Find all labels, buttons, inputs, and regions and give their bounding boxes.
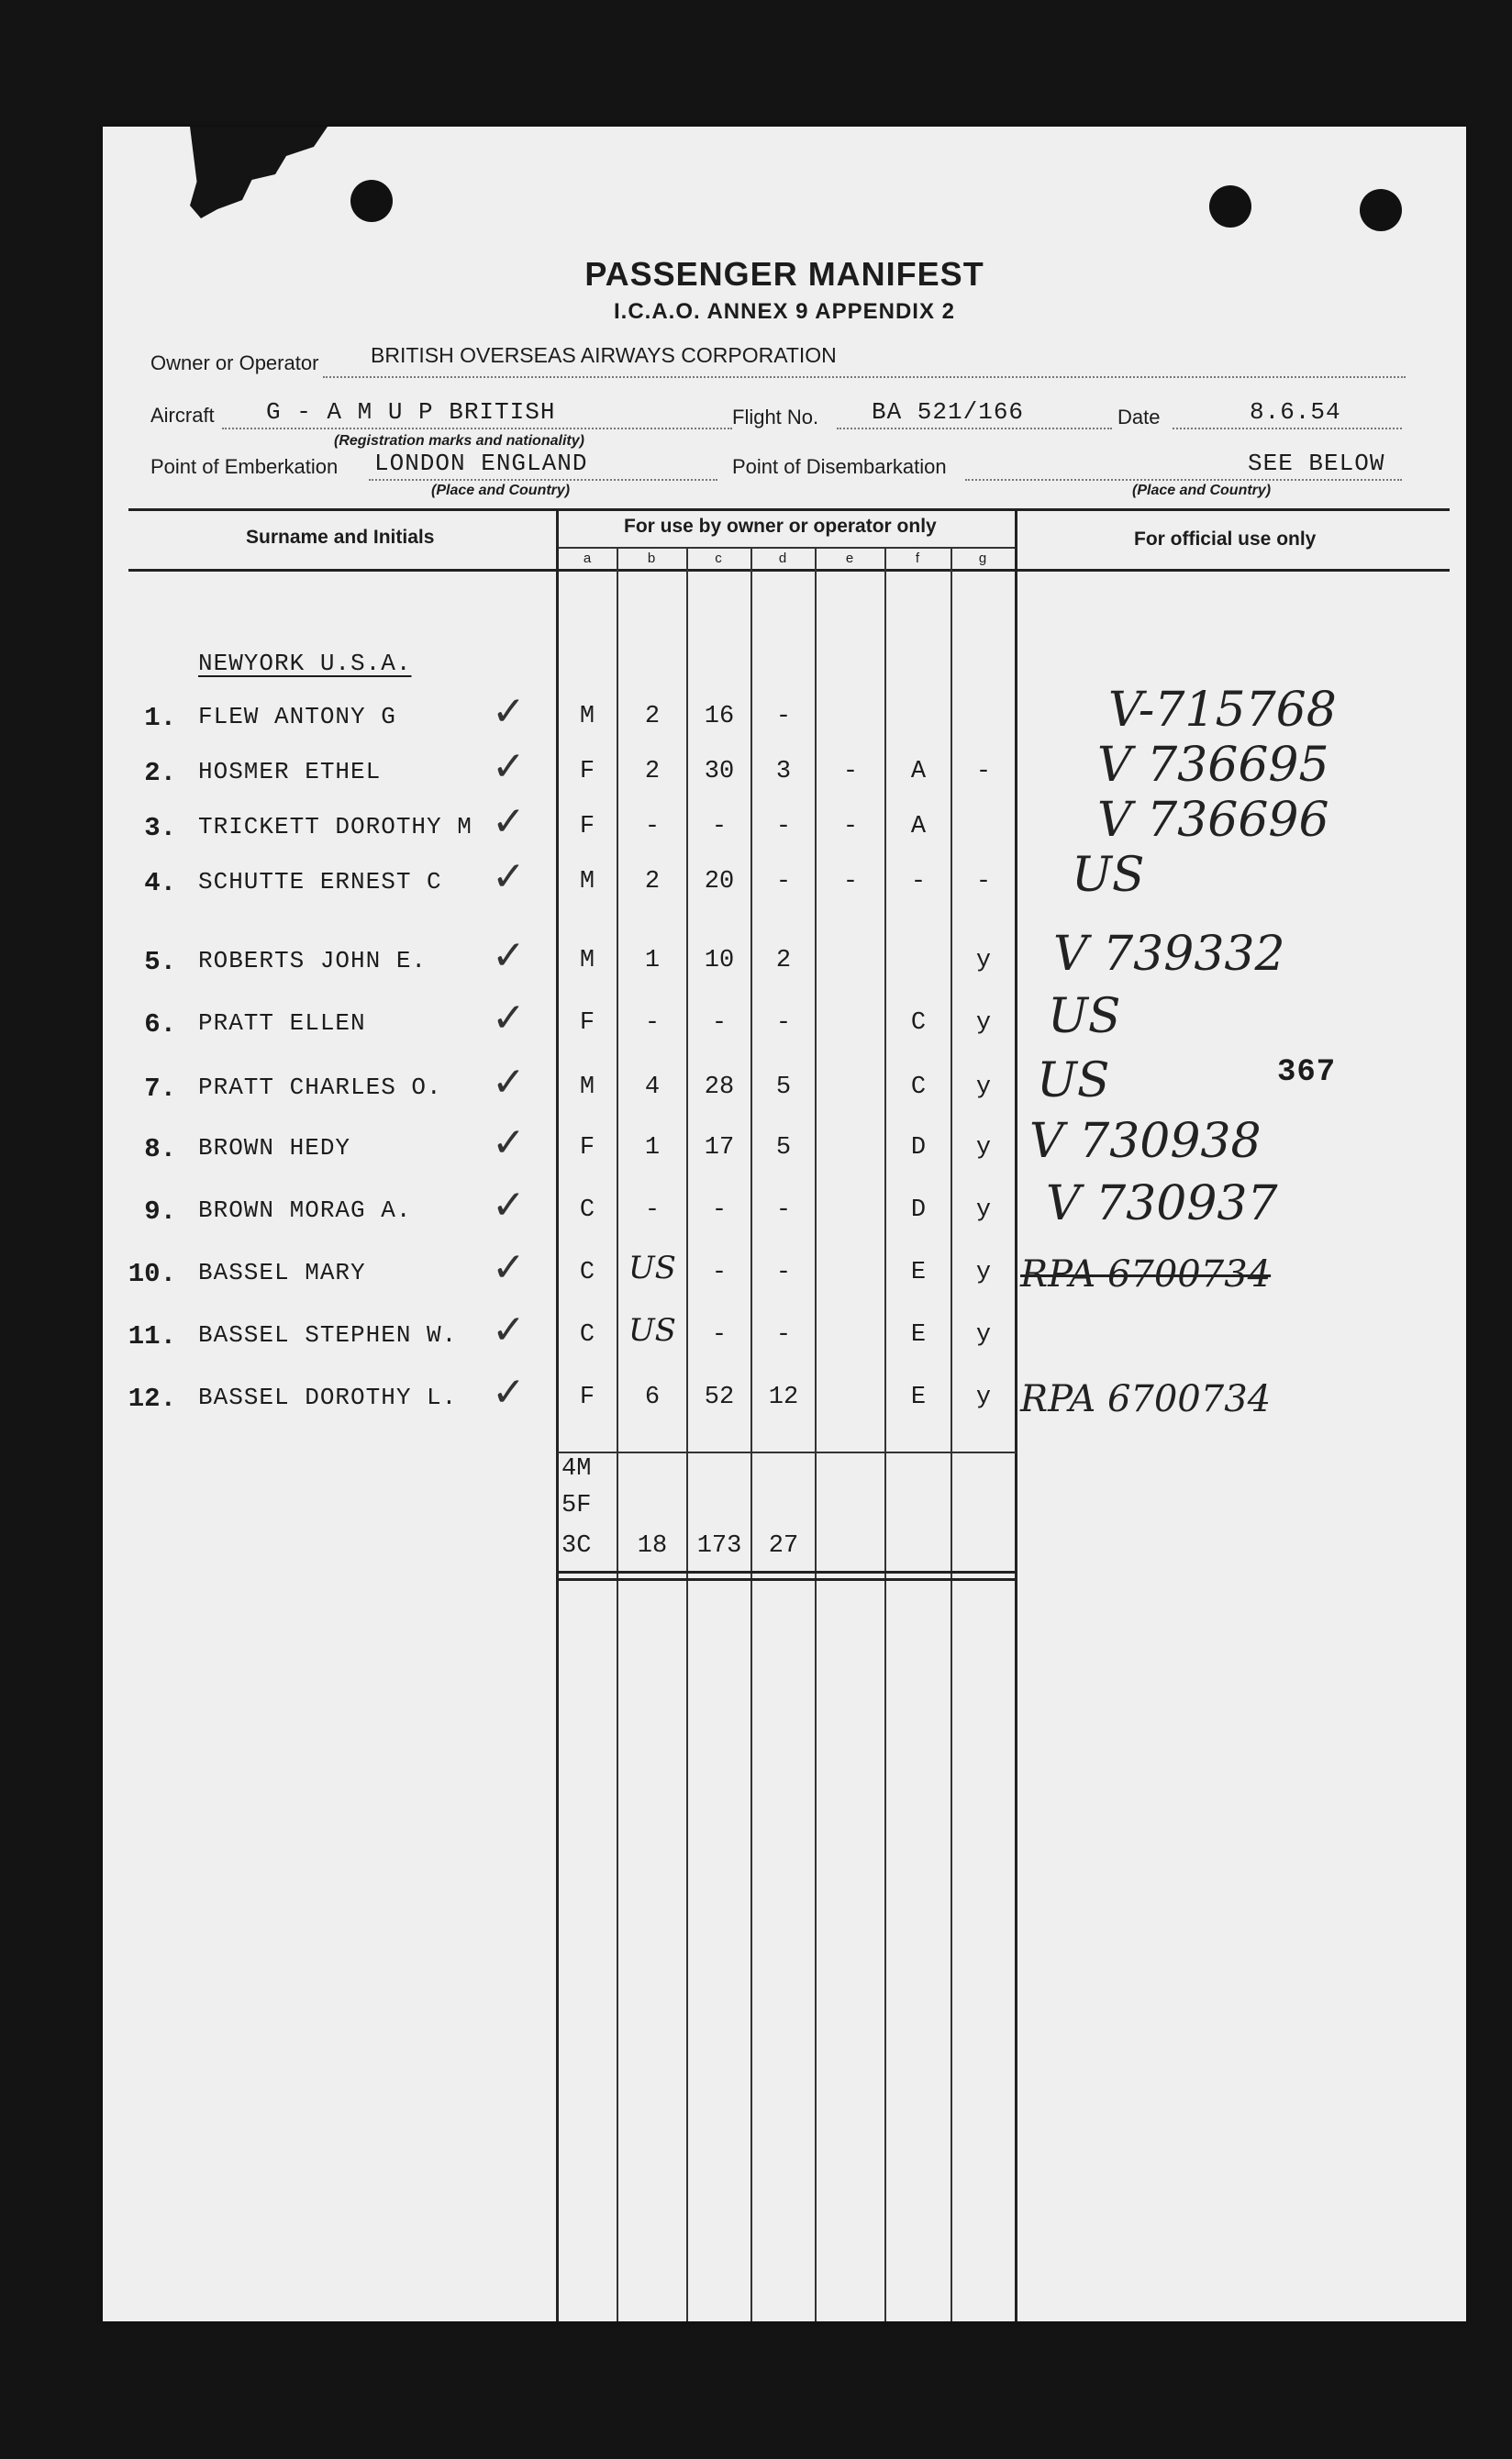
- cell-f: -: [910, 868, 927, 896]
- cell-f: E: [910, 1384, 927, 1411]
- cell-g: y: [975, 947, 992, 974]
- table-row: [103, 1244, 1466, 1314]
- check-mark-icon: ✓: [492, 1182, 526, 1229]
- cell-a: M: [579, 1074, 595, 1101]
- passenger-name: BASSEL MARY: [198, 1259, 366, 1286]
- total-b: 18: [637, 1532, 668, 1560]
- total-males: 4M: [561, 1455, 592, 1483]
- cell-d: -: [775, 1259, 792, 1286]
- official-entry: V-715768: [1108, 683, 1337, 738]
- official-entry: RPA 6700734: [1020, 1253, 1272, 1296]
- date-value: 8.6.54: [1250, 398, 1341, 426]
- cell-c: -: [711, 1009, 728, 1037]
- table-row: [103, 1307, 1466, 1376]
- cell-a: F: [579, 1134, 595, 1162]
- embark-value: LONDON ENGLAND: [374, 450, 588, 477]
- page-subtitle: I.C.A.O. ANNEX 9 APPENDIX 2: [614, 299, 955, 324]
- embark-label: Point of Emberkation: [150, 455, 339, 478]
- aircraft-label: Aircraft: [150, 404, 215, 427]
- check-mark-icon: ✓: [492, 1244, 526, 1291]
- row-number: 10.: [128, 1259, 176, 1289]
- cell-d: -: [775, 1196, 792, 1224]
- date-label: Date: [1117, 406, 1161, 428]
- official-entry: V 739332: [1053, 927, 1285, 982]
- passenger-name: FLEW ANTONY G: [198, 703, 396, 730]
- cell-b: 1: [644, 1134, 661, 1162]
- total-females: 5F: [561, 1492, 592, 1519]
- cell-a: F: [579, 813, 595, 840]
- totals-rule: [558, 1578, 1017, 1581]
- cell-a: F: [579, 758, 595, 785]
- cell-a: F: [579, 1384, 595, 1411]
- cell-f: A: [910, 758, 927, 785]
- cell-g: y: [975, 1196, 992, 1224]
- cell-c: 16: [704, 703, 735, 730]
- cell-g: y: [975, 1321, 992, 1349]
- destination-heading: NEWYORK U.S.A.: [198, 650, 412, 677]
- cell-d: -: [775, 1009, 792, 1037]
- cell-a: M: [579, 703, 595, 730]
- table-row: [103, 989, 1466, 1064]
- disembark-line: [965, 479, 1402, 481]
- cell-b: 4: [644, 1074, 661, 1101]
- check-mark-icon: ✓: [492, 1119, 526, 1166]
- table-row: [103, 793, 1466, 868]
- cell-a: C: [579, 1259, 595, 1286]
- subcol-g: g: [978, 551, 987, 566]
- cell-a: M: [579, 947, 595, 974]
- passenger-name: BASSEL STEPHEN W.: [198, 1321, 458, 1349]
- cell-e: -: [842, 868, 859, 896]
- check-mark-icon: ✓: [492, 798, 526, 845]
- official-entry: US: [1072, 848, 1145, 903]
- aircraft-value: G - A M U P BRITISH: [266, 398, 556, 426]
- cell-d: 5: [775, 1074, 792, 1101]
- cell-c: 20: [704, 868, 735, 896]
- total-children: 3C: [561, 1532, 592, 1560]
- row-number: 3.: [144, 813, 176, 843]
- row-number: 9.: [144, 1196, 176, 1227]
- cell-g: y: [975, 1134, 992, 1162]
- check-mark-icon: ✓: [492, 1307, 526, 1353]
- punch-hole: [1360, 189, 1402, 231]
- cell-d: 2: [775, 947, 792, 974]
- cell-g: y: [975, 1259, 992, 1286]
- cell-f: D: [910, 1196, 927, 1224]
- row-number: 7.: [144, 1074, 176, 1104]
- row-number: 11.: [128, 1321, 176, 1352]
- embark-note: (Place and Country): [431, 483, 571, 498]
- table-row: [103, 848, 1466, 923]
- manifest-sheet: [103, 127, 1466, 2321]
- cell-d: -: [775, 868, 792, 896]
- cell-c: 28: [704, 1074, 735, 1101]
- cell-f: E: [910, 1259, 927, 1286]
- cell-g: -: [975, 758, 992, 785]
- row-number: 8.: [144, 1134, 176, 1164]
- subcol-a: a: [583, 551, 592, 566]
- disembark-value: SEE BELOW: [1248, 450, 1385, 477]
- subcol-b: b: [647, 551, 656, 566]
- subcol-c: c: [715, 551, 722, 566]
- cell-f: C: [910, 1074, 927, 1101]
- cell-c: -: [711, 1196, 728, 1224]
- check-mark-icon: ✓: [492, 932, 526, 979]
- owner-value: BRITISH OVERSEAS AIRWAYS CORPORATION: [371, 343, 837, 367]
- cell-c: 30: [704, 758, 735, 785]
- flight-label: Flight No.: [732, 406, 819, 428]
- embark-line: [369, 479, 717, 481]
- official-entry: RPA 6700734: [1020, 1378, 1272, 1420]
- table-row: [103, 927, 1466, 1002]
- cell-c: 10: [704, 947, 735, 974]
- row-number: 6.: [144, 1009, 176, 1040]
- cell-d: 3: [775, 758, 792, 785]
- cell-b: -: [644, 1009, 661, 1037]
- cell-f: C: [910, 1009, 927, 1037]
- cell-a: C: [579, 1321, 595, 1349]
- col-owner-header: For use by owner or operator only: [624, 516, 937, 537]
- stamp-number: 367: [1277, 1055, 1337, 1090]
- cell-b: 1: [644, 947, 661, 974]
- cell-d: -: [775, 1321, 792, 1349]
- total-c: 173: [696, 1532, 742, 1560]
- check-mark-icon: ✓: [492, 995, 526, 1041]
- check-mark-icon: ✓: [492, 688, 526, 735]
- passenger-name: BASSEL DOROTHY L.: [198, 1384, 458, 1411]
- cell-b: 2: [644, 758, 661, 785]
- totals-top-rule: [558, 1452, 1017, 1453]
- passenger-name: HOSMER ETHEL: [198, 758, 382, 785]
- owner-label: Owner or Operator: [150, 351, 319, 374]
- table-top-rule: [128, 508, 1450, 511]
- cell-b: 2: [644, 868, 661, 896]
- passenger-name: BROWN HEDY: [198, 1134, 351, 1162]
- cell-c: -: [711, 1321, 728, 1349]
- cell-b: US: [628, 1250, 676, 1286]
- cell-f: D: [910, 1134, 927, 1162]
- cell-g: y: [975, 1074, 992, 1101]
- cell-d: -: [775, 703, 792, 730]
- subcol-rule: [558, 547, 1017, 549]
- cell-c: 17: [704, 1134, 735, 1162]
- passenger-name: PRATT ELLEN: [198, 1009, 366, 1037]
- cell-c: -: [711, 1259, 728, 1286]
- cell-e: -: [842, 813, 859, 840]
- date-line: [1173, 428, 1402, 429]
- cell-d: 5: [775, 1134, 792, 1162]
- flight-line: [837, 428, 1112, 429]
- torn-corner: [190, 127, 328, 218]
- disembark-label: Point of Disembarkation: [732, 455, 947, 478]
- owner-line: [323, 376, 1406, 378]
- aircraft-note: (Registration marks and nationality): [334, 433, 584, 449]
- row-number: 1.: [144, 703, 176, 733]
- cell-f: A: [910, 813, 927, 840]
- row-number: 5.: [144, 947, 176, 977]
- total-d: 27: [768, 1532, 799, 1560]
- punch-hole: [1209, 185, 1251, 228]
- check-mark-icon: ✓: [492, 1059, 526, 1106]
- passenger-name: BROWN MORAG A.: [198, 1196, 412, 1224]
- passenger-name: PRATT CHARLES O.: [198, 1074, 442, 1101]
- punch-hole: [350, 180, 393, 222]
- totals-rule: [558, 1571, 1017, 1574]
- page-title: PASSENGER MANIFEST: [584, 255, 984, 293]
- official-entry: V 730937: [1046, 1176, 1278, 1231]
- official-entry: US: [1048, 989, 1121, 1044]
- cell-d: 12: [768, 1384, 799, 1411]
- official-entry: V 736696: [1097, 793, 1329, 848]
- disembark-note: (Place and Country): [1132, 483, 1272, 498]
- passenger-name: SCHUTTE ERNEST C: [198, 868, 442, 896]
- table-header-rule: [128, 569, 1450, 572]
- subcol-e: e: [845, 551, 854, 566]
- row-number: 4.: [144, 868, 176, 898]
- cell-e: -: [842, 758, 859, 785]
- cell-a: C: [579, 1196, 595, 1224]
- cell-a: F: [579, 1009, 595, 1037]
- official-entry: US: [1037, 1053, 1110, 1108]
- official-entry: V 730938: [1029, 1114, 1262, 1169]
- flight-value: BA 521/166: [872, 398, 1025, 426]
- passenger-name: ROBERTS JOHN E.: [198, 947, 428, 974]
- passenger-name: TRICKETT DOROTHY M: [198, 813, 472, 840]
- cell-g: y: [975, 1384, 992, 1411]
- check-mark-icon: ✓: [492, 853, 526, 900]
- cell-f: E: [910, 1321, 927, 1349]
- subcol-d: d: [778, 551, 787, 566]
- row-number: 12.: [128, 1384, 176, 1414]
- check-mark-icon: ✓: [492, 1369, 526, 1416]
- table-row: [103, 1176, 1466, 1252]
- cell-d: -: [775, 813, 792, 840]
- row-number: 2.: [144, 758, 176, 788]
- official-entry: V 736695: [1097, 738, 1329, 793]
- cell-b: 6: [644, 1384, 661, 1411]
- col-name-header: Surname and Initials: [246, 527, 435, 548]
- cell-b: -: [644, 813, 661, 840]
- cell-b: 2: [644, 703, 661, 730]
- cell-b: US: [628, 1312, 676, 1349]
- table-row: [103, 1369, 1466, 1439]
- cell-g: -: [975, 868, 992, 896]
- cell-c: -: [711, 813, 728, 840]
- cell-a: M: [579, 868, 595, 896]
- cell-c: 52: [704, 1384, 735, 1411]
- cell-g: y: [975, 1009, 992, 1037]
- cell-b: -: [644, 1196, 661, 1224]
- col-official-header: For official use only: [1134, 529, 1317, 550]
- subcol-f: f: [915, 551, 920, 566]
- aircraft-line: [222, 428, 732, 429]
- check-mark-icon: ✓: [492, 743, 526, 790]
